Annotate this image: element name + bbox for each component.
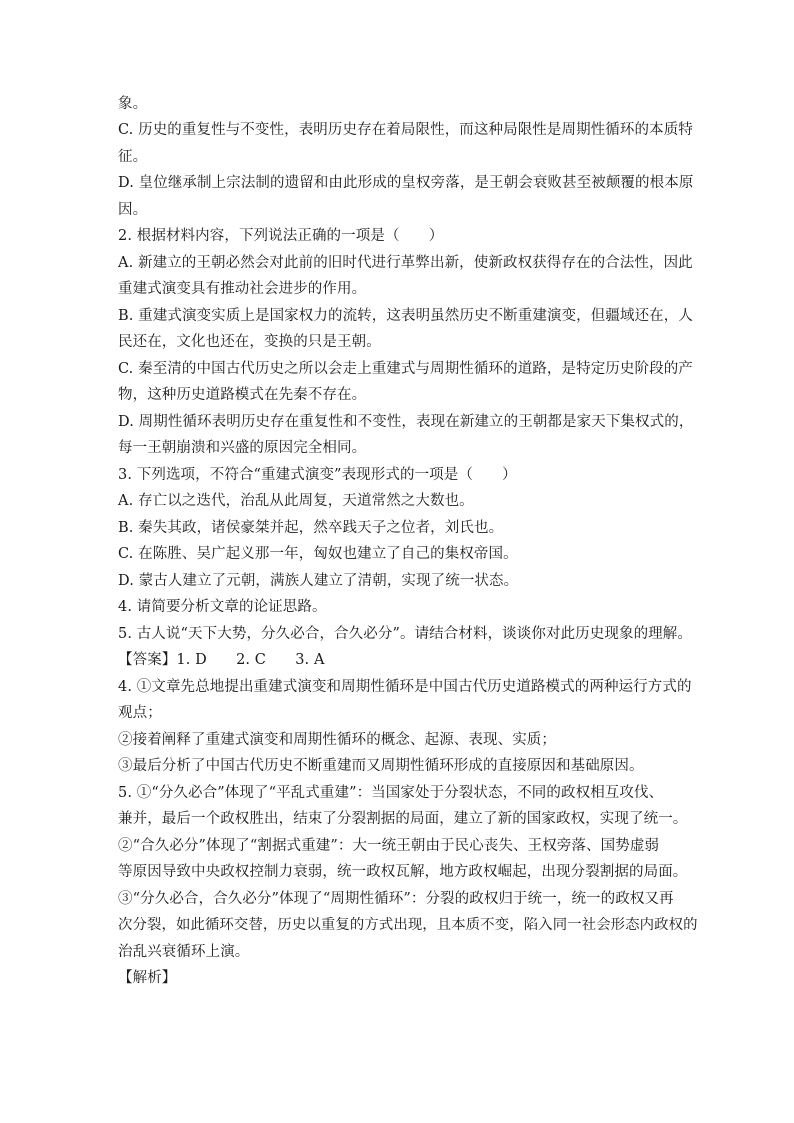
text-line: 物，这种历史道路模式在先秦不存在。 [118,387,367,403]
text-line: 等原因导致中央政权控制力衰弱，统一政权瓦解，地方政权崛起，出现分裂割据的局面。 [118,864,688,880]
text-line: C. 秦至清的中国古代历史之所以会走上重建式与周期性循环的道路，是特定历史阶段的产 [118,361,693,377]
text-line: 观点； [118,705,162,721]
text-line: 每一王朝崩溃和兴盛的原因完全相同。 [118,440,367,456]
text-line: D. 蒙古人建立了元朝，满族人建立了清朝，实现了统一状态。 [118,573,519,589]
analysis-heading: 【解析】 [118,970,177,986]
text-line: 4. ①文章先总地提出重建式演变和周期性循环是中国古代历史道路模式的两种运行方式的 [118,679,692,695]
text-line: A. 存亡以之迭代，治乱从此周复，天道常然之大数也。 [118,493,474,509]
text-line: C. 历史的重复性与不变性，表明历史存在着局限性，而这种局限性是周期性循环的本质特 [118,122,693,138]
text-line: 次分裂，如此循环交替，历史以重复的方式出现，且本质不变，陷入同一社会形态内政权的 [118,917,698,933]
text-line: ③最后分析了中国古代历史不断重建而又周期性循环形成的直接原因和基础原因。 [118,758,644,774]
text-line: 征。 [118,149,148,165]
text-line: 治乱兴衰循环上演。 [118,944,250,960]
text-line: B. 秦失其政，诸侯豪桀并起，然卒践天子之位者，刘氏也。 [118,520,504,536]
text-line: C. 在陈胜、吴广起义那一年，匈奴也建立了自己的集权帝国。 [118,546,518,562]
question-2: 2. 根据材料内容，下列说法正确的一项是（ ） [118,228,444,244]
text-line: 兼并，最后一个政权胜出，结束了分裂割据的局面，建立了新的国家政权，实现了统一。 [118,811,688,827]
text-line: 5. ①“分久必合”体现了“平乱式重建”：当国家处于分裂状态，不同的政权相互攻伐、 [118,785,664,801]
text-line: B. 重建式演变实质上是国家权力的流转，这表明虽然历史不断重建演变，但疆域还在，人 [118,308,693,324]
text-line: ②接着阐释了重建式演变和周期性循环的概念、起源、表现、实质； [118,732,556,748]
text-line: 重建式演变具有推动社会进步的作用。 [118,281,367,297]
text-line: A. 新建立的王朝必然会对此前的旧时代进行革弊出新，使新政权获得存在的合法性，因此 [118,255,693,271]
text-line: 因。 [118,202,148,218]
text-line: ②“合久必分”体现了“割据式重建”：大一统王朝由于民心丧失、王权旁落、国势虚弱 [118,838,660,854]
question-3: 3. 下列选项，不符合“重建式演变”表现形式的一项是（ ） [118,467,517,483]
text-line: ③“分久必合，合久必分”体现了“周期性循环”：分裂的政权归于统一，统一的政权又再 [118,891,674,907]
text-line: D. 周期性循环表明历史存在重复性和不变性，表现在新建立的王朝都是家天下集权式的， [118,414,694,430]
text-line: 象。 [118,96,148,112]
text-line: 民还在，文化也还在，变换的只是王朝。 [118,334,381,350]
answer-heading: 【答案】1. D 2. C 3. A [118,652,325,668]
question-5: 5. 古人说“天下大势，分久必合，合久必分”。请结合材料，谈谈你对此历史现象的理解。 [118,626,692,642]
text-line: D. 皇位继承制上宗法制的遗留和由此形成的皇权旁落，是王朝会衰败甚至被颠覆的根本原 [118,175,694,191]
question-4: 4. 请简要分析文章的论证思路。 [118,599,327,615]
